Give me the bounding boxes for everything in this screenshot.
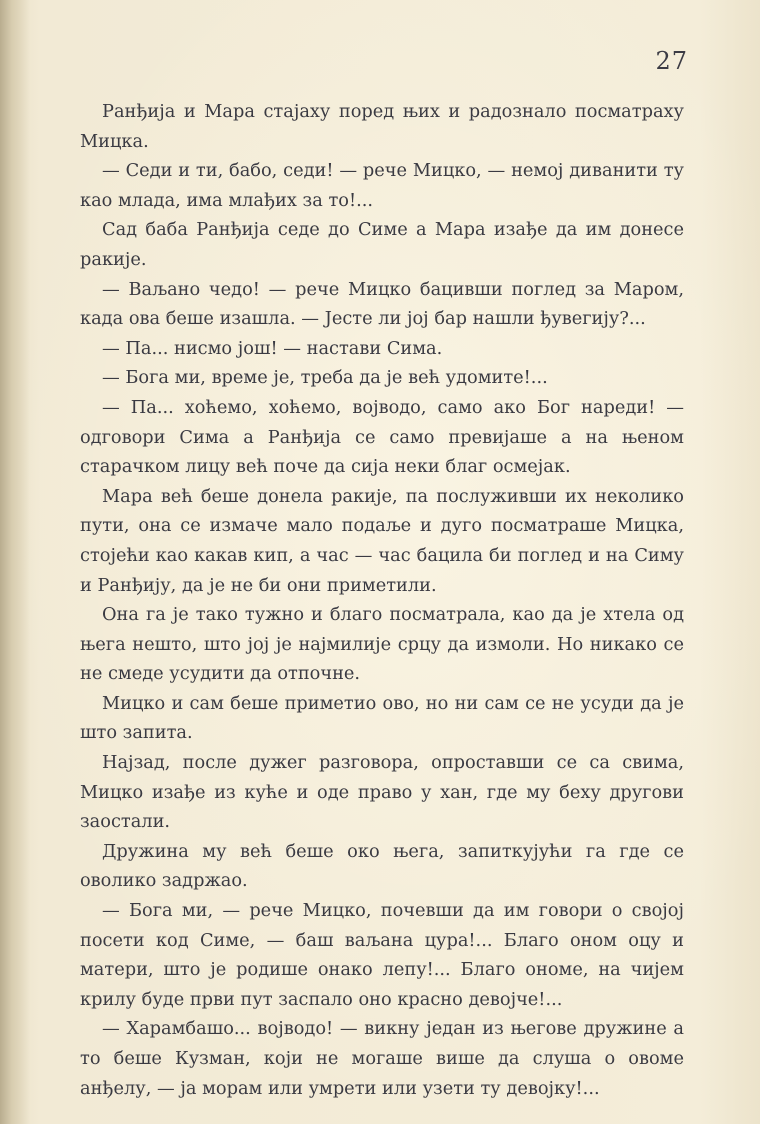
paragraph-1: Ранђија и Мара стајаху поред њих и радознало посматраху Мицка. <box>80 102 684 152</box>
paragraph-9: Она га је тако тужно и благо посматрала, као да је хтела од њега нешто, што јој је најмилије срцу да измоли. Но никако се не смеде усудити да отпочне. <box>80 605 684 685</box>
text-body <box>80 98 684 1104</box>
paragraph-3: Сад баба Ранђија седе до Симе а Мара изађе да им донесе ракије. <box>80 220 684 270</box>
paragraph-13: — Бога ми, — рече Мицко, почевши да им говори о својој посети код Симе, — баш ваљана цура!... Благо оном оцу и матери, што је родише онако лепу!... Благо ономе, на чијем крилу буде први пут заспало оно красно девојче!... <box>80 901 684 1010</box>
paragraph-7: — Па... хоћемо, хоћемо, војводо, само ако Бог нареди! — одговори Сима а Ранђија се само превијаше а на њеном старачком лицу већ поче да сија неки благ осмејак. <box>80 397 684 478</box>
paragraph-4: — Ваљано чедо! — рече Мицко бацивши поглед за Маром, када ова беше изашла. — Јесте ли јој бар нашли ђувегију?... <box>80 279 684 330</box>
page-number: 27 <box>655 47 688 75</box>
paragraph-14: — Харамбашо... војводо! — викну један из његове дружине а то беше Кузман, који не могаше више да слуша о овоме анђелу, — ја морам или умрети или узети ту девојку!... <box>80 1019 684 1099</box>
paragraph-2: — Седи и ти, бабо, седи! — рече Мицко, — немој диванити ту као млада, има млађих за то!... <box>80 161 684 211</box>
paragraph-11: Најзад, после дужег разговора, опроставши се са свима, Мицко изађе из куће и оде право у хан, где му беху другови заостали. <box>80 753 684 833</box>
binding-shadow <box>0 0 30 1124</box>
paragraph-8: Мара већ беше донела ракије, па послуживши их неколико пути, она се измаче мало подаље и дуго посматраше Мицка, стојећи као какав кип, а час — час бацила би поглед и на Симу и Ранђију, да је не би они приметили. <box>80 486 684 596</box>
paragraph-12: Дружина му већ беше око њега, запиткујући га где се оволико задржао. <box>80 841 684 892</box>
paragraph-6: — Бога ми, време је, треба да је већ удомите!... <box>102 368 548 389</box>
paragraph-10: Мицко и сам беше приметио ово, но ни сам се не усуди да је што запита. <box>80 693 684 744</box>
paragraph-5: — Па... нисмо још! — настави Сима. <box>102 338 443 359</box>
